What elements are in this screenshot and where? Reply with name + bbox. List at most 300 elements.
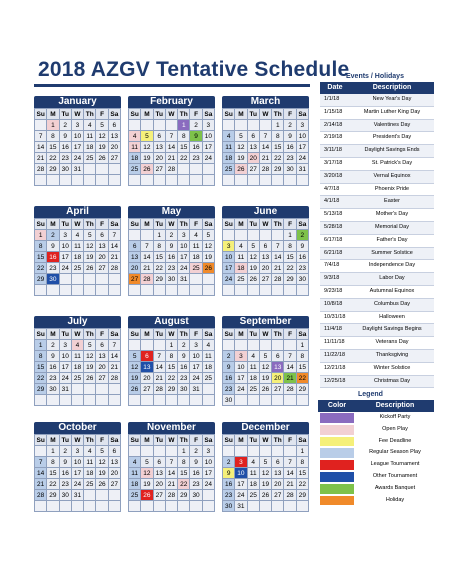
day-cell: 31 (72, 490, 84, 501)
legend-swatch (320, 437, 354, 447)
event-row (320, 145, 434, 158)
day-cell: 4 (84, 120, 96, 131)
empty-cell (129, 230, 141, 241)
empty-cell (47, 285, 59, 296)
day-cell: 8 (154, 241, 166, 252)
day-cell: 9 (166, 241, 178, 252)
event-date: 11/11/18 (324, 339, 345, 346)
event-description: Daylight Savings Ends (364, 147, 420, 154)
day-cell: 18 (72, 362, 84, 373)
day-cell: 14 (284, 468, 296, 479)
empty-cell (235, 175, 247, 186)
day-header: M (141, 435, 153, 446)
day-cell: 21 (154, 373, 166, 384)
legend-row (318, 436, 434, 448)
day-header: Su (35, 219, 47, 230)
event-row (320, 273, 434, 286)
day-cell: 13 (154, 142, 166, 153)
day-cell: 1 (47, 120, 59, 131)
empty-cell (154, 175, 166, 186)
legend-swatch (320, 448, 354, 458)
month-grid (128, 218, 215, 296)
day-cell: 18 (203, 362, 215, 373)
day-cell: 19 (248, 263, 260, 274)
day-cell: 5 (96, 446, 108, 457)
day-cell: 14 (166, 468, 178, 479)
day-header: W (72, 219, 84, 230)
empty-cell (272, 175, 284, 186)
day-cell: 18 (84, 142, 96, 153)
day-cell: 20 (109, 142, 121, 153)
day-cell: 19 (260, 373, 272, 384)
empty-cell (129, 120, 141, 131)
day-cell: 1 (178, 120, 190, 131)
empty-cell (35, 175, 47, 186)
month-name: November (128, 422, 215, 434)
day-cell: 21 (260, 153, 272, 164)
day-cell: 6 (109, 446, 121, 457)
day-cell: 1 (178, 446, 190, 457)
empty-cell (109, 395, 121, 406)
month-name: May (128, 206, 215, 218)
empty-cell (260, 395, 272, 406)
empty-cell (141, 120, 153, 131)
day-header: Th (178, 329, 190, 340)
empty-cell (35, 285, 47, 296)
day-cell: 21 (284, 479, 296, 490)
empty-cell (248, 285, 260, 296)
day-cell: 15 (297, 468, 309, 479)
empty-cell (96, 384, 108, 395)
event-description: Christmas Day (373, 377, 411, 384)
empty-cell (109, 274, 121, 285)
event-date: 5/13/18 (324, 211, 343, 218)
day-cell: 25 (84, 479, 96, 490)
day-cell: 20 (129, 263, 141, 274)
day-cell: 18 (72, 252, 84, 263)
empty-cell (272, 285, 284, 296)
empty-cell (272, 340, 284, 351)
day-cell: 23 (47, 263, 59, 274)
day-cell: 23 (190, 479, 202, 490)
day-cell: 5 (96, 120, 108, 131)
day-header: M (141, 109, 153, 120)
day-cell: 15 (47, 468, 59, 479)
empty-cell (84, 501, 96, 512)
day-header: F (190, 109, 202, 120)
day-cell: 19 (96, 142, 108, 153)
day-cell: 2 (297, 230, 309, 241)
day-cell: 26 (203, 263, 215, 274)
empty-cell (129, 446, 141, 457)
day-cell: 18 (129, 479, 141, 490)
empty-cell (260, 340, 272, 351)
day-cell: 9 (47, 351, 59, 362)
day-cell: 12 (260, 468, 272, 479)
day-header: F (190, 219, 202, 230)
day-cell: 27 (272, 490, 284, 501)
day-header: M (47, 219, 59, 230)
day-cell: 1 (284, 230, 296, 241)
day-header: F (96, 219, 108, 230)
empty-cell (284, 446, 296, 457)
event-date: 3/11/18 (324, 147, 342, 154)
empty-cell (154, 340, 166, 351)
empty-cell (72, 384, 84, 395)
title-underline (34, 84, 310, 87)
day-cell: 8 (297, 351, 309, 362)
empty-cell (141, 285, 153, 296)
day-header: W (260, 329, 272, 340)
day-cell: 2 (60, 446, 72, 457)
day-cell: 3 (72, 120, 84, 131)
empty-cell (190, 395, 202, 406)
empty-cell (72, 274, 84, 285)
day-cell: 23 (297, 263, 309, 274)
day-cell: 16 (166, 252, 178, 263)
day-cell: 24 (203, 479, 215, 490)
day-cell: 19 (203, 252, 215, 263)
day-cell: 8 (297, 457, 309, 468)
day-cell: 14 (141, 252, 153, 263)
day-cell: 8 (35, 351, 47, 362)
month-grid (34, 328, 121, 406)
day-cell: 17 (203, 142, 215, 153)
event-row (320, 132, 434, 145)
day-header: M (235, 329, 247, 340)
day-cell: 9 (60, 457, 72, 468)
event-description: Autumnal Equinox (369, 287, 415, 294)
day-cell: 8 (272, 131, 284, 142)
day-cell: 3 (223, 241, 235, 252)
day-header: Sa (203, 329, 215, 340)
day-cell: 21 (35, 153, 47, 164)
day-cell: 4 (235, 241, 247, 252)
legend-row (318, 447, 434, 459)
day-header: Sa (203, 219, 215, 230)
day-cell: 27 (154, 164, 166, 175)
day-header: W (166, 435, 178, 446)
event-date: 4/7/18 (324, 185, 340, 192)
day-cell: 24 (190, 373, 202, 384)
empty-cell (235, 120, 247, 131)
empty-cell (203, 395, 215, 406)
day-cell: 17 (72, 142, 84, 153)
day-cell: 16 (190, 468, 202, 479)
legend-swatch (320, 484, 354, 494)
day-cell: 1 (35, 340, 47, 351)
day-cell: 4 (248, 351, 260, 362)
empty-cell (284, 285, 296, 296)
empty-cell (141, 340, 153, 351)
day-cell: 2 (284, 120, 296, 131)
day-cell: 5 (248, 241, 260, 252)
events-header (320, 82, 434, 94)
day-cell: 3 (235, 457, 247, 468)
empty-cell (60, 395, 72, 406)
day-cell: 4 (72, 340, 84, 351)
day-cell: 21 (166, 479, 178, 490)
day-cell: 2 (223, 351, 235, 362)
day-cell: 6 (260, 241, 272, 252)
day-cell: 25 (235, 274, 247, 285)
day-header: M (235, 109, 247, 120)
day-cell: 27 (96, 373, 108, 384)
empty-cell (248, 175, 260, 186)
day-cell: 9 (284, 131, 296, 142)
event-row (320, 376, 434, 389)
empty-cell (203, 164, 215, 175)
legend-description: League Tournament (370, 461, 420, 468)
empty-cell (235, 395, 247, 406)
month-name: June (222, 206, 309, 218)
day-cell: 28 (35, 490, 47, 501)
event-date: 9/3/18 (324, 275, 340, 282)
day-cell: 9 (178, 351, 190, 362)
event-description: St. Patrick's Day (371, 159, 413, 166)
day-cell: 25 (203, 373, 215, 384)
day-cell: 16 (297, 252, 309, 263)
legend-swatch (320, 460, 354, 470)
day-cell: 14 (109, 351, 121, 362)
day-cell: 14 (35, 468, 47, 479)
day-cell: 7 (109, 340, 121, 351)
empty-cell (166, 395, 178, 406)
month-march (222, 96, 309, 186)
day-cell: 21 (109, 252, 121, 263)
day-cell: 11 (223, 142, 235, 153)
day-cell: 28 (166, 490, 178, 501)
day-cell: 31 (60, 384, 72, 395)
day-cell: 26 (84, 373, 96, 384)
month-name: August (128, 316, 215, 328)
day-cell: 14 (166, 142, 178, 153)
empty-cell (154, 395, 166, 406)
day-header: Th (272, 109, 284, 120)
empty-cell (129, 175, 141, 186)
month-july (34, 316, 121, 406)
event-date: 5/28/18 (324, 223, 343, 230)
day-header: Tu (60, 109, 72, 120)
event-description: Labor Day (379, 275, 405, 282)
day-cell: 11 (129, 142, 141, 153)
day-cell: 30 (47, 384, 59, 395)
empty-cell (178, 501, 190, 512)
day-cell: 18 (84, 468, 96, 479)
empty-cell (154, 285, 166, 296)
day-header: Th (272, 329, 284, 340)
empty-cell (190, 175, 202, 186)
event-description: Columbus Day (373, 300, 411, 307)
day-cell: 27 (109, 153, 121, 164)
day-cell: 6 (141, 351, 153, 362)
empty-cell (235, 230, 247, 241)
day-cell: 25 (190, 263, 202, 274)
empty-cell (84, 175, 96, 186)
day-cell: 30 (297, 274, 309, 285)
day-cell: 18 (129, 153, 141, 164)
empty-cell (297, 175, 309, 186)
day-cell: 25 (129, 164, 141, 175)
day-cell: 26 (235, 164, 247, 175)
day-cell: 19 (141, 153, 153, 164)
events-table (320, 72, 434, 388)
day-cell: 23 (284, 153, 296, 164)
day-cell: 8 (178, 457, 190, 468)
empty-cell (260, 230, 272, 241)
day-header: Sa (109, 435, 121, 446)
day-cell: 25 (223, 164, 235, 175)
day-header: Sa (109, 329, 121, 340)
day-cell: 28 (109, 263, 121, 274)
empty-cell (190, 285, 202, 296)
day-cell: 4 (129, 131, 141, 142)
day-cell: 24 (235, 384, 247, 395)
day-header: Sa (109, 109, 121, 120)
day-header: Su (129, 109, 141, 120)
event-row (320, 94, 434, 107)
day-cell: 3 (178, 230, 190, 241)
empty-cell (35, 395, 47, 406)
day-cell: 3 (235, 351, 247, 362)
empty-cell (60, 285, 72, 296)
event-date: 2/19/18 (324, 134, 343, 141)
event-row (320, 209, 434, 222)
empty-cell (60, 501, 72, 512)
event-row (320, 158, 434, 171)
day-header: Su (35, 435, 47, 446)
empty-cell (223, 230, 235, 241)
day-cell: 1 (47, 446, 59, 457)
day-cell: 22 (178, 153, 190, 164)
empty-cell (154, 501, 166, 512)
day-cell: 30 (60, 490, 72, 501)
day-cell: 15 (35, 362, 47, 373)
day-header: Tu (248, 109, 260, 120)
day-cell: 24 (60, 373, 72, 384)
empty-cell (84, 285, 96, 296)
legend-head-color: Color (327, 402, 347, 409)
day-cell: 3 (60, 230, 72, 241)
day-cell: 22 (297, 373, 309, 384)
event-description: President's Day (372, 134, 412, 141)
day-cell: 19 (235, 153, 247, 164)
day-header: Tu (154, 219, 166, 230)
empty-cell (178, 285, 190, 296)
day-cell: 22 (297, 479, 309, 490)
event-date: 1/15/18 (324, 108, 343, 115)
month-name: March (222, 96, 309, 108)
empty-cell (223, 285, 235, 296)
empty-cell (141, 175, 153, 186)
day-header: Tu (60, 219, 72, 230)
day-cell: 30 (223, 501, 235, 512)
empty-cell (84, 395, 96, 406)
legend-header (318, 400, 434, 412)
day-cell: 4 (203, 340, 215, 351)
day-cell: 27 (248, 164, 260, 175)
legend-caption: Legend (358, 391, 383, 398)
day-header: W (166, 219, 178, 230)
empty-cell (141, 230, 153, 241)
day-cell: 29 (35, 384, 47, 395)
month-name: October (34, 422, 121, 434)
day-cell: 30 (47, 274, 59, 285)
empty-cell (84, 164, 96, 175)
day-cell: 22 (47, 153, 59, 164)
day-cell: 10 (203, 131, 215, 142)
empty-cell (284, 501, 296, 512)
day-cell: 2 (47, 230, 59, 241)
empty-cell (297, 395, 309, 406)
empty-cell (203, 490, 215, 501)
day-cell: 23 (178, 373, 190, 384)
day-cell: 28 (154, 384, 166, 395)
day-cell: 20 (154, 153, 166, 164)
empty-cell (72, 175, 84, 186)
day-cell: 15 (297, 362, 309, 373)
legend-row (318, 459, 434, 471)
day-cell: 27 (109, 479, 121, 490)
event-description: Summer Solstice (371, 249, 413, 256)
day-cell: 30 (190, 490, 202, 501)
day-header: Sa (203, 109, 215, 120)
month-grid (222, 434, 309, 512)
empty-cell (129, 285, 141, 296)
day-cell: 16 (223, 479, 235, 490)
day-cell: 28 (166, 164, 178, 175)
day-cell: 10 (223, 252, 235, 263)
events-head-desc: Description (372, 84, 412, 91)
day-cell: 3 (60, 340, 72, 351)
day-cell: 21 (35, 479, 47, 490)
day-cell: 10 (72, 457, 84, 468)
day-cell: 14 (109, 241, 121, 252)
legend-row (318, 412, 434, 424)
day-header: Tu (154, 109, 166, 120)
empty-cell (272, 395, 284, 406)
day-cell: 20 (248, 153, 260, 164)
empty-cell (166, 175, 178, 186)
day-cell: 2 (223, 457, 235, 468)
empty-cell (109, 164, 121, 175)
legend-swatch (320, 425, 354, 435)
day-header: Sa (297, 219, 309, 230)
day-header: Tu (154, 435, 166, 446)
day-header: W (166, 109, 178, 120)
day-cell: 29 (35, 274, 47, 285)
event-date: 2/14/18 (324, 121, 343, 128)
day-cell: 26 (141, 490, 153, 501)
empty-cell (47, 501, 59, 512)
day-cell: 6 (96, 340, 108, 351)
day-cell: 4 (223, 131, 235, 142)
event-row (320, 299, 434, 312)
empty-cell (60, 274, 72, 285)
day-cell: 10 (297, 131, 309, 142)
day-cell: 30 (223, 395, 235, 406)
day-cell: 7 (109, 230, 121, 241)
day-cell: 7 (35, 131, 47, 142)
day-cell: 19 (84, 252, 96, 263)
day-cell: 30 (166, 274, 178, 285)
day-cell: 18 (223, 153, 235, 164)
day-header: Th (178, 109, 190, 120)
event-date: 12/25/18 (324, 377, 346, 384)
empty-cell (203, 384, 215, 395)
day-header: F (96, 109, 108, 120)
day-cell: 1 (297, 446, 309, 457)
